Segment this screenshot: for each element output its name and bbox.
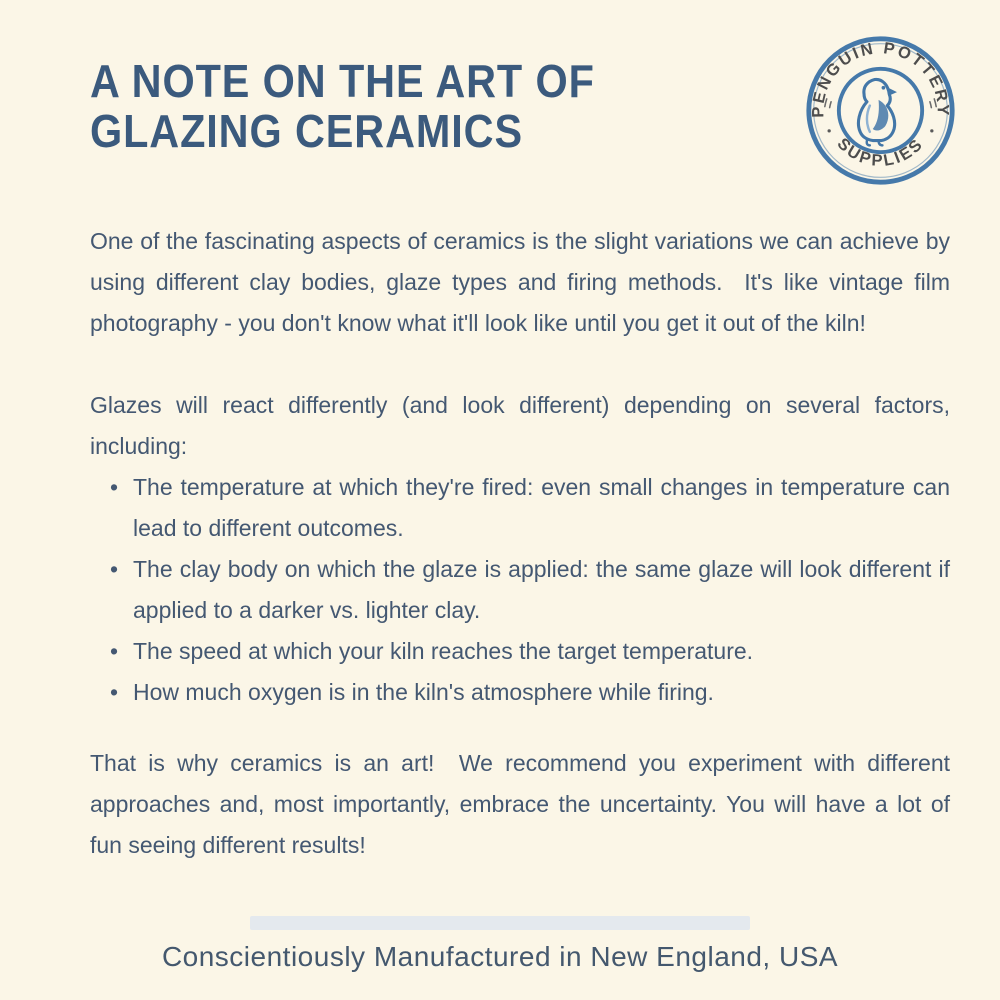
list-item-text: The clay body on which the glaze is applied: the same glaze will look different if applied to a darker vs. lighter clay. (133, 556, 950, 623)
logo-dot-left (828, 129, 831, 132)
list-item (90, 467, 950, 549)
page-title (90, 56, 595, 156)
list-item (90, 672, 950, 713)
list-item (90, 631, 950, 672)
logo-arc-top-text: PENGUIN POTTERY (809, 39, 952, 118)
bullet-icon: • (110, 474, 119, 500)
logo-badge (803, 33, 958, 188)
list-item-text: The temperature at which they're fired: even small changes in temperature can lead to different outcomes. (133, 474, 950, 541)
bullet-icon: • (110, 556, 119, 582)
closing-paragraph: That is why ceramics is an art! We recommend you experiment with different approaches and, most importantly, embrace the uncertainty. You will have a lot of fun seeing different results! (90, 750, 957, 858)
bullet-icon: • (110, 638, 119, 664)
factors-list (90, 467, 950, 713)
page-title-line-1: A NOTE ON THE ART OF (90, 55, 595, 107)
page-title-line-2: GLAZING CERAMICS (90, 105, 523, 157)
intro-paragraph: One of the fascinating aspects of ceramics is the slight variations we can achieve by using different clay bodies, glaze types and firing methods. It's like vintage film photography - you don't know what it'll look like until you get it out of the kiln! (90, 228, 957, 336)
list-item (90, 549, 950, 631)
bullet-icon: • (110, 679, 119, 705)
body-content (90, 221, 957, 866)
logo-dot-right (930, 129, 933, 132)
factors-paragraph: Glazes will react differently (and look different) depending on several factors, including: (90, 392, 957, 459)
list-item-text: The speed at which your kiln reaches the target temperature. (133, 638, 754, 664)
penguin-pottery-logo (803, 33, 958, 188)
list-item-text: How much oxygen is in the kiln's atmosphere while firing. (133, 679, 714, 705)
penguin-icon (858, 79, 897, 145)
footer-divider (250, 916, 750, 930)
logo-arc-bottom-text: SUPPLIES (833, 134, 928, 171)
footer-text: Conscientiously Manufactured in New England, USA (161, 941, 839, 972)
